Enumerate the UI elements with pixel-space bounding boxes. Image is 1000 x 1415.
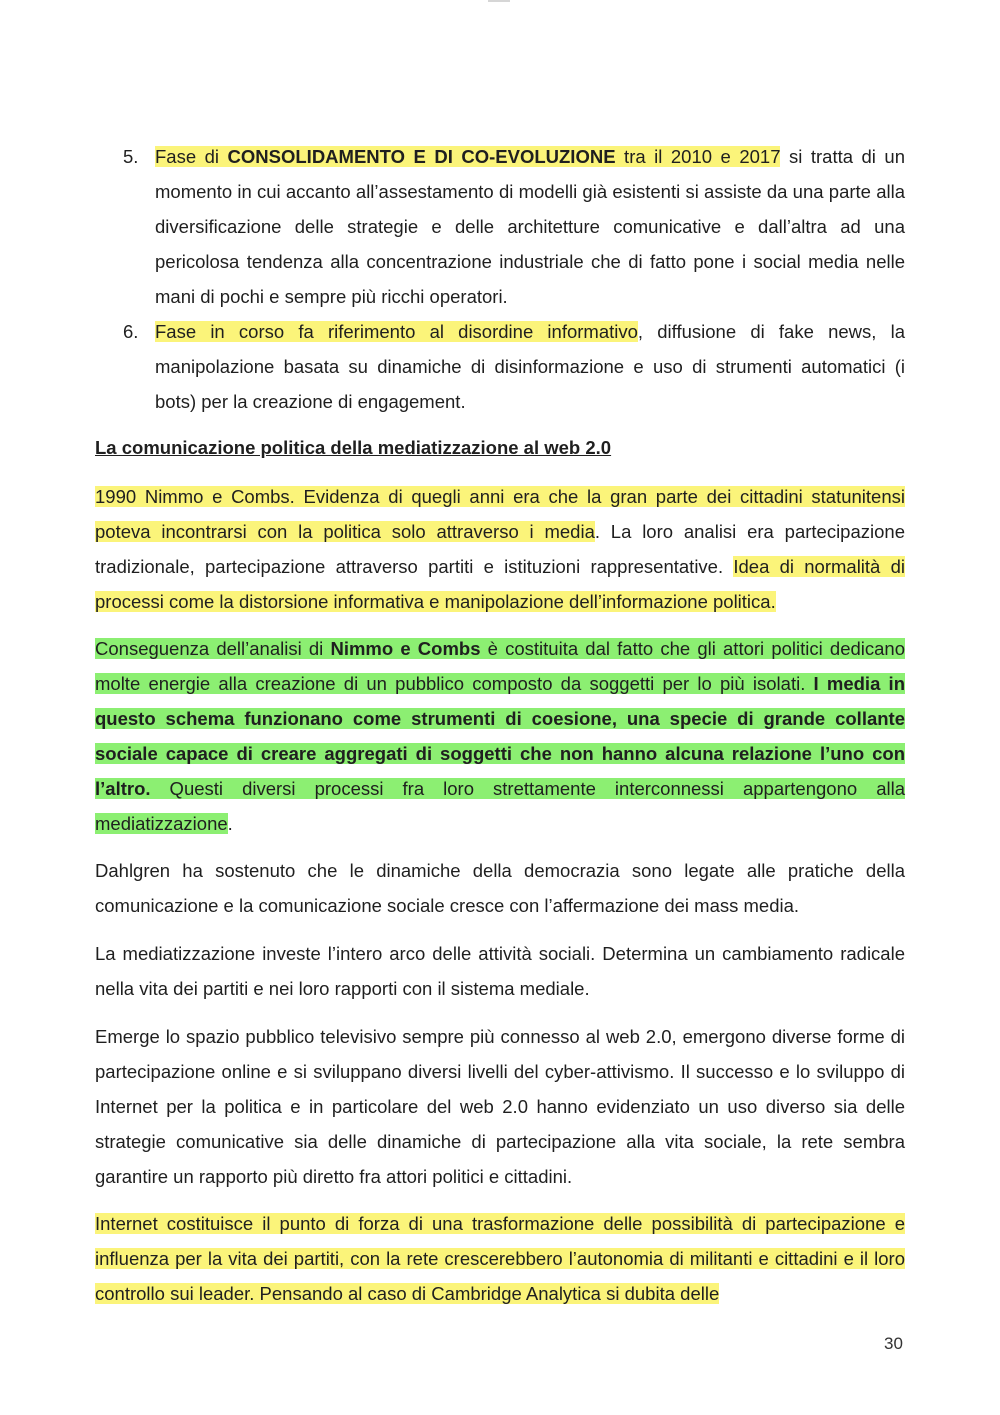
highlight-yellow	[155, 146, 780, 167]
list-number: 5.	[123, 146, 139, 167]
highlight-yellow: Internet costituisce il punto di forza di una trasformazione delle possibilità di partecipazione e influenza per la vita dei partiti, con la rete crescerebbero l’autonomia di militanti e cittadini e il loro controllo sui leader. Pensando al caso di Cambridge Analytica si dubita delle	[95, 1213, 905, 1304]
paragraph-nimmo-combs	[95, 479, 905, 619]
section-heading: La comunicazione politica della mediatizzazione al web 2.0	[95, 437, 612, 458]
bold-phrase: CONSOLIDAMENTO E DI CO-EVOLUZIONE	[227, 146, 616, 167]
page-number: 30	[884, 1334, 903, 1353]
paragraph-text: è costituita dal fatto che gli attori politici dedicano molte energie alla creazione di un pubblico composto da soggetti per lo più isolati.	[95, 638, 905, 694]
paragraph-text: Questi diversi processi fra loro strettamente interconnessi appartengono alla mediatizzazione	[95, 778, 905, 834]
paragraph-conseguenza	[95, 631, 905, 841]
list-text: si tratta di un momento in cui accanto all’assestamento di modelli già esistenti si assiste da una parte alla diversificazione delle strategie e delle architetture comunicative e dall’altra ad una pericolosa tendenza alla concentrazione industriale che di fatto pone i social media nelle mani di pochi e sempre più ricchi operatori.	[155, 146, 905, 307]
highlight-green	[95, 638, 905, 834]
paragraph-text: .	[227, 813, 233, 834]
highlight-yellow: Idea di normalità di processi come la distorsione informativa e manipolazione dell’informazione politica.	[95, 556, 905, 612]
paragraph-text: . La loro analisi era partecipazione tradizionale, partecipazione attraverso partiti e istituzioni rappresentative.	[95, 521, 905, 577]
paragraph-web20: Emerge lo spazio pubblico televisivo sempre più connesso al web 2.0, emergono diverse forme di partecipazione online e si sviluppano diversi livelli del cyber-attivismo. Il successo e lo sviluppo di Internet per la politica e in particolare del web 2.0 hanno evidenziato un uso diverso sia delle strategie comunicative sia delle dinamiche di partecipazione alla vita sociale, la rete sembra garantire un rapporto più diretto fra attori politici e cittadini.	[95, 1026, 905, 1187]
list-item-5	[95, 139, 905, 314]
paragraph-mediatizzazione: La mediatizzazione investe l’intero arco delle attività sociali. Determina un cambiamento radicale nella vita dei partiti e nei loro rapporti con il sistema mediale.	[95, 943, 905, 999]
bold-phrase: Nimmo e Combs	[330, 638, 481, 659]
numbered-list	[95, 139, 905, 419]
scan-mark	[488, 0, 510, 2]
list-text: , diffusione di fake news, la manipolazione basata su dinamiche di disinformazione e uso di strumenti automatici (i bots) per la creazione di engagement.	[155, 321, 906, 412]
highlight-text: tra il 2010 e 2017	[615, 146, 781, 167]
paragraph-text: Conseguenza dell’analisi di	[95, 638, 331, 659]
highlight-yellow: Fase in corso fa riferimento al disordine informativo	[155, 321, 638, 342]
highlight-text: Fase di	[155, 146, 228, 167]
list-number: 6.	[123, 321, 139, 342]
list-item-6	[95, 314, 905, 419]
paragraph-internet	[95, 1206, 905, 1311]
paragraph-dahlgren: Dahlgren ha sostenuto che le dinamiche della democrazia sono legate alle pratiche della comunicazione e la comunicazione sociale cresce con l’affermazione dei mass media.	[95, 860, 905, 916]
highlight-yellow: 1990 Nimmo e Combs. Evidenza di quegli anni era che la gran parte dei cittadini statunitensi poteva incontrarsi con la politica solo attraverso i media	[95, 486, 905, 542]
bold-phrase: I media in questo schema funzionano come strumenti di coesione, una specie di grande collante sociale capace di creare aggregati di soggetti che non hanno alcuna relazione l’uno con l’altro.	[95, 673, 905, 799]
